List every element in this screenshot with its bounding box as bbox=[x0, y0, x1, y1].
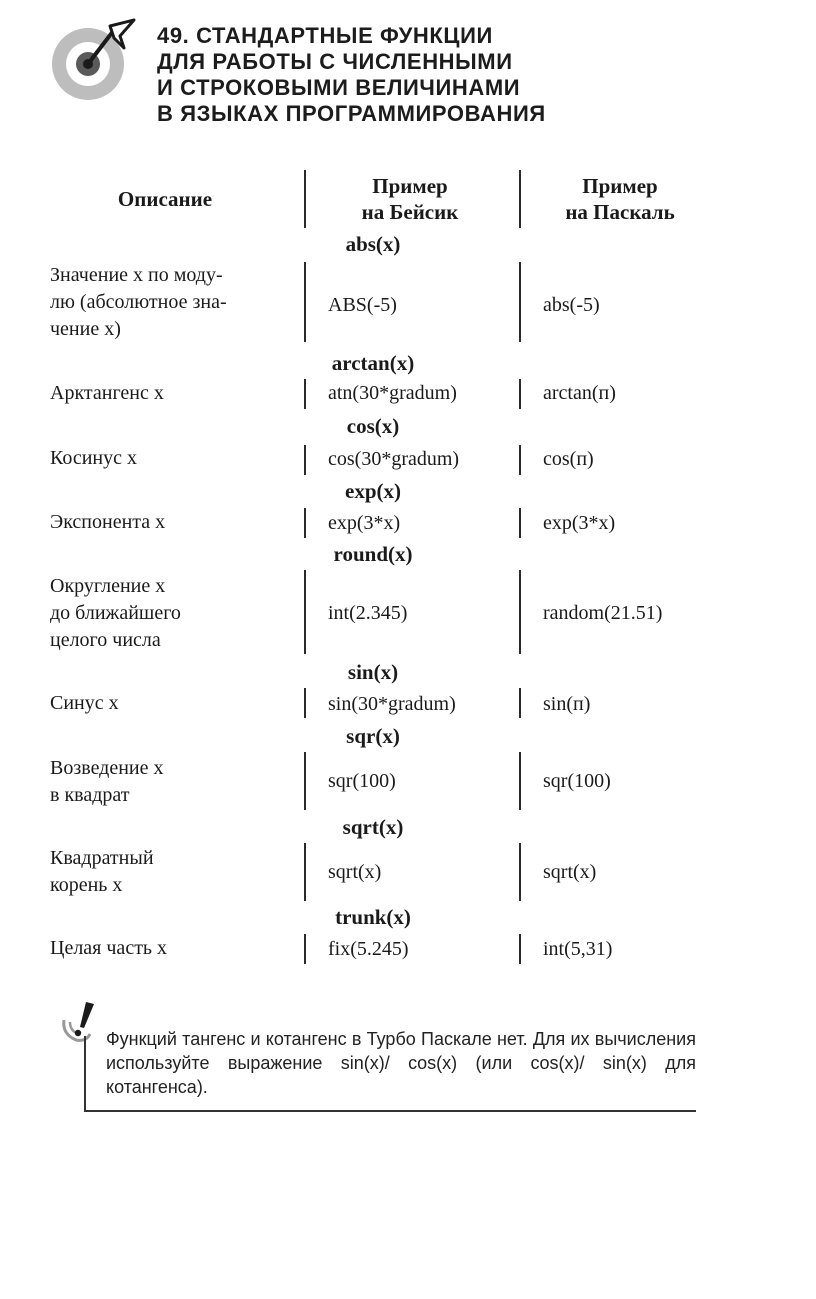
column-divider bbox=[519, 752, 521, 810]
row-description: Возведение x в квадрат bbox=[50, 757, 164, 806]
column-divider bbox=[304, 379, 306, 409]
basic-example: exp(3*x) bbox=[328, 512, 401, 534]
function-name: cos(x) bbox=[346, 414, 400, 438]
column-divider bbox=[304, 843, 306, 901]
row-description: Значение x по моду- лю (абсолютное зна- чение x) bbox=[50, 264, 227, 340]
note-border-bottom bbox=[84, 1110, 696, 1112]
column-divider bbox=[519, 843, 521, 901]
basic-example: int(2.345) bbox=[328, 602, 408, 624]
function-name: sin(x) bbox=[347, 660, 399, 684]
function-name: sqr(x) bbox=[346, 724, 400, 748]
function-name: sqrt(x) bbox=[342, 815, 404, 839]
row-description: Арктангенс x bbox=[50, 382, 164, 404]
basic-example: fix(5.245) bbox=[328, 938, 409, 960]
function-name: trunk(x) bbox=[335, 905, 411, 929]
note-text: Функций тангенс и котангенс в Турбо Паскале нет. Для их вычисления используйте выражение sin(x)/ cos(x) (или cos(x)/ sin(x) для котангенса). bbox=[106, 1029, 696, 1097]
heading-line: И СТРОКОВЫМИ ВЕЛИЧИНАМИ bbox=[157, 75, 521, 100]
heading-line: ДЛЯ РАБОТЫ С ЧИСЛЕННЫМИ bbox=[157, 49, 513, 74]
pascal-example: sqr(100) bbox=[543, 770, 611, 792]
row-description: Целая часть x bbox=[50, 937, 168, 959]
basic-example: ABS(-5) bbox=[328, 294, 397, 316]
target-dart-icon bbox=[48, 14, 138, 104]
column-divider bbox=[519, 934, 521, 964]
header-description: Описание bbox=[117, 187, 213, 211]
pascal-example: sqrt(x) bbox=[543, 861, 597, 883]
row-description: Косинус x bbox=[50, 447, 138, 469]
column-divider bbox=[519, 379, 521, 409]
pascal-example: abs(-5) bbox=[543, 294, 600, 316]
basic-example: sqr(100) bbox=[328, 770, 396, 792]
column-divider bbox=[304, 688, 306, 718]
section-heading bbox=[157, 23, 546, 127]
column-divider bbox=[304, 170, 306, 228]
column-divider bbox=[304, 508, 306, 538]
note-border-left bbox=[84, 1036, 86, 1112]
pascal-example: int(5,31) bbox=[543, 938, 613, 960]
column-divider bbox=[519, 688, 521, 718]
column-divider bbox=[519, 508, 521, 538]
row-description: Синус x bbox=[50, 692, 119, 714]
heading-line: В ЯЗЫКАХ ПРОГРАММИРОВАНИЯ bbox=[157, 101, 546, 126]
column-divider bbox=[304, 934, 306, 964]
column-divider bbox=[519, 445, 521, 475]
heading-line: 49. СТАНДАРТНЫЕ ФУНКЦИИ bbox=[157, 23, 493, 48]
column-divider bbox=[304, 445, 306, 475]
basic-example: atn(30*gradum) bbox=[328, 382, 457, 404]
row-description: Экспонента x bbox=[50, 511, 166, 533]
basic-example: sin(30*gradum) bbox=[328, 693, 456, 715]
row-description: Округление x до ближайшего целого числа bbox=[50, 575, 181, 651]
function-name: abs(x) bbox=[345, 232, 401, 256]
column-divider bbox=[304, 570, 306, 654]
column-divider bbox=[519, 262, 521, 342]
pascal-example: random(21.51) bbox=[543, 602, 663, 624]
column-divider bbox=[304, 752, 306, 810]
pascal-example: arctan(п) bbox=[543, 382, 616, 404]
function-name: exp(x) bbox=[345, 479, 401, 503]
row-description: Квадратный корень x bbox=[50, 847, 154, 896]
function-name: arctan(x) bbox=[331, 351, 415, 375]
basic-example: cos(30*gradum) bbox=[328, 448, 460, 470]
pascal-example: cos(п) bbox=[543, 448, 594, 470]
header-basic: Пример на Бейсик bbox=[361, 174, 459, 224]
header-pascal: Пример на Паскаль bbox=[565, 174, 675, 224]
attention-pen-icon bbox=[60, 1000, 104, 1046]
column-divider bbox=[519, 170, 521, 228]
column-divider bbox=[304, 262, 306, 342]
pascal-example: exp(3*x) bbox=[543, 512, 616, 534]
function-name: round(x) bbox=[333, 542, 413, 566]
column-divider bbox=[519, 570, 521, 654]
basic-example: sqrt(x) bbox=[328, 861, 382, 883]
pascal-example: sin(п) bbox=[543, 693, 591, 715]
